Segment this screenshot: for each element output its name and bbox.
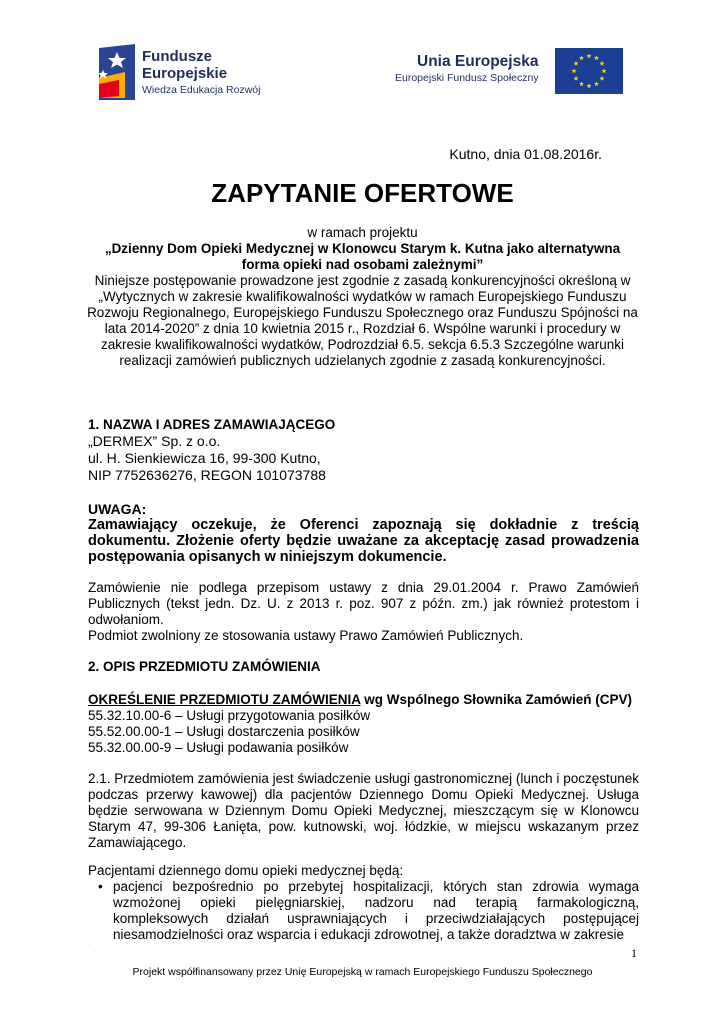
intro-legal-basis: Niniejsze postępowanie prowadzone jest zgodnie z zasadą konkurencyjności określoną w „Wytycznych w zakresie kwalifikowalności wydatków w ramach Europejskiego Funduszu Rozwoju Regionalnego, Europejskiego Funduszu Społecznego oraz Funduszu Spójności na lata 2014-2020” z dnia 10 kwietnia 2015 r., Rozdział 6. Wspólne warunki i procedury w zakresie kwalifikowalności wydatków, Podrozdział 6.5. sekcja 6.5.3 Szczególne warunki realizacji zamówień publicznych udzielanych zgodnie z zasadą konkurencyjności.: [87, 273, 638, 368]
fundusze-europejskie-logo: [95, 42, 280, 106]
contractor-ids: NIP 7752636276, REGON 101073788: [88, 467, 326, 483]
section-2-heading-text: 2. OPIS PRZEDMIOTU ZAMÓWIENIA: [88, 659, 321, 674]
patients-block: [88, 863, 639, 943]
contractor-address: ul. H. Sienkiewicza 16, 99-300 Kutno,: [88, 450, 321, 466]
intro-block: [85, 225, 640, 369]
unia-europejska-logo-text: [395, 52, 539, 85]
eu-star-icon: [579, 55, 584, 60]
cpv-item: 55.32.00.00-9 – Usługi podawania posiłków: [88, 740, 349, 755]
document-date: Kutno, dnia 01.08.2016r.: [449, 146, 602, 162]
eu-star-icon: [587, 83, 592, 88]
eu-star-icon: [602, 68, 607, 73]
intro-line1: w ramach projektu: [307, 225, 418, 240]
ue-subtitle: Europejski Fundusz Społeczny: [395, 72, 539, 84]
eu-star-icon: [574, 61, 579, 66]
eu-flag-icon: [555, 48, 623, 94]
exempt-paragraph: Podmiot zwolniony ze stosowania ustawy Prawo Zamówień Publicznych.: [88, 628, 524, 643]
eu-star-icon: [594, 55, 599, 60]
eu-star-icon: [574, 76, 579, 81]
patients-intro: Pacjentami dziennego domu opieki medycznej będą:: [88, 863, 404, 878]
page-number: 1: [631, 946, 637, 960]
notice-block: [88, 501, 639, 565]
cpv-item: 55.52.00.00-1 – Usługi dostarczenia posiłków: [88, 724, 360, 739]
contractor-name: „DERMEX” Sp. z o.o.: [88, 433, 221, 449]
fe-star-flag-icon: [95, 42, 139, 102]
eu-star-icon: [600, 76, 605, 81]
fe-logo-line3: Wiedza Edukacja Rozwój: [142, 84, 261, 96]
patients-list: [88, 879, 639, 943]
footer-note: Projekt współfinansowany przez Unię Europejską w ramach Europejskiego Funduszu Społecznego: [132, 966, 593, 978]
cpv-item: 55.32.10.00-6 – Usługi przygotowania posiłków: [88, 708, 371, 723]
paragraph-2-1: 2.1. Przedmiotem zamówienia jest świadczenie usługi gastronomicznej (lunch i poczęstunek podczas przerwy kawowej) dla pacjentów Dziennego Domu Opieki Medycznej. Usługa będzie serwowana w Dziennym Domu Opieki Medycznej, mieszczącym się w Klonowcu Starym 47, 99-306 Łanięta, pow. kutnowski, woj. łódzkie, w miejscu wskazanym przez Zamawiającego.: [88, 771, 639, 850]
cpv-heading-rest: wg Wspólnego Słownika Zamówień (CPV): [360, 692, 633, 707]
law-paragraph: Zamówienie nie podlega przepisom ustawy z dnia 29.01.2004 r. Prawo Zamówień Publicznych (tekst jedn. Dz. U. z 2013 r. poz. 907 z późn. zm.) jak również protestom i odwołaniom.: [88, 580, 639, 627]
list-item: • pacjenci bezpośrednio po przebytej hospitalizacji, których stan zdrowia wymaga wzmożonej opieki pielęgniarskiej, nadzoru nad terapią farmakologiczną, kompleksowych działań usprawniających i przeciwdziałających postępującej niesamodzielności oraz wsparcia i edukacji zdrowotnej, a także doradztwa w zakresie: [88, 879, 639, 943]
fe-logo-line2: Europejskie: [142, 65, 228, 82]
eu-star-icon: [587, 53, 592, 58]
fe-logo-line1: Fundusze: [142, 48, 212, 65]
cpv-heading: [88, 692, 639, 708]
notice-body-end: .: [442, 549, 447, 565]
eu-star-icon: [579, 81, 584, 86]
cpv-heading-underlined: OKREŚLENIE PRZEDMIOTU ZAMÓWIENIA: [88, 692, 361, 707]
section-1: [88, 417, 639, 484]
eu-star-icon: [594, 81, 599, 86]
notice-heading: UWAGA:: [88, 501, 147, 517]
section-2-heading: [88, 659, 639, 675]
ue-title: Unia Europejska: [417, 53, 539, 70]
notice-body: [88, 517, 639, 565]
project-name: „Dzienny Dom Opieki Medycznej w Klonowcu Starym k. Kutna jako alternatywna forma opieki nad osobami zależnymi”: [104, 241, 621, 272]
notice-body-text: Zamawiający oczekuje, że Oferenci zapoznają się dokładnie z treścią dokumentu. Złożenie oferty będzie uważane za akceptację zasad prowadzenia postępowania opisanych w niniejszym dokumencie: [88, 517, 639, 565]
cpv-block: [88, 692, 639, 756]
document-title: ZAPYTANIE OFERTOWE: [211, 178, 514, 208]
margin-mark: ·: [88, 943, 90, 949]
eu-star-icon: [572, 68, 577, 73]
eu-star-icon: [600, 61, 605, 66]
section-1-heading: 1. NAZWA I ADRES ZAMAWIAJĄCEGO: [88, 417, 336, 432]
law-block: [88, 580, 639, 644]
